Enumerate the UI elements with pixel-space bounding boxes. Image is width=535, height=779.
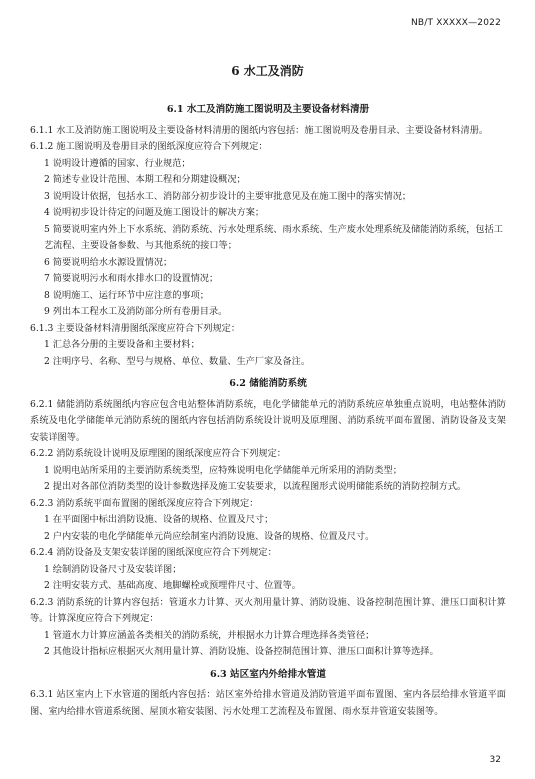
document-body: [30, 96, 506, 720]
list-item: 5 简要说明室内外上下水系统、消防系统、污水处理系统、雨水系统、生产废水处理系统及储能消防系统，包括工艺流程、主要设备参数、与其他系统的接口等；: [44, 223, 503, 251]
list-item: 7 简要说明污水和雨水排水口的设置情况；: [44, 273, 219, 284]
list-item: 1 绘制消防设备尺寸及安装详图；: [44, 563, 182, 575]
page-number: 32: [489, 755, 501, 765]
list-item: 2 户内安装的电化学储能单元尚应绘制室内消防设施、设备的规格、位置及尺寸。: [44, 530, 375, 542]
section-heading-6-3: 6.3 站区室内外给排水管道: [210, 668, 326, 680]
clause-6-1-3: 6.1.3 主要设备材料清册图纸深度应符合下列规定：: [30, 322, 241, 334]
clause-6-2-3-calc: 6.2.3 消防系统的计算内容包括：管道水力计算、灭火剂用量计算、消防设施、设备控制范围计算、泄压口面积计算等。计算深度应符合下列规定：: [30, 596, 506, 624]
clause-6-2-2: 6.2.2 消防系统设计说明及原理图的图纸深度应符合下列规定：: [30, 448, 286, 459]
clause-6-2-4: 6.2.4 消防设备及支架安装详图的图纸深度应符合下列规定：: [30, 547, 277, 558]
clause-6-2-1: 6.2.1 储能消防系统图纸内容应包含电站整体消防系统，电化学储能单元的消防系统应单独重点说明，电站整体消防系统及电化学储能单元消防系统的图纸内容包括消防系统设计说明及原理图、消防系统平面布置图、消防设备及支架安装详图等。: [30, 398, 506, 443]
list-item: 1 汇总各分册的主要设备和主要材料；: [44, 339, 200, 350]
standard-number: NB/T XXXXX—2022: [410, 18, 501, 28]
list-item: 2 提出对各部位消防类型的设计参数选择及施工安装要求，以流程图形式说明储能系统的消防控制方式。: [44, 481, 467, 492]
list-item: 2 简述专业设计范围、本期工程和分期建设概况；: [44, 174, 246, 185]
section-heading-6-2: 6.2 储能消防系统: [229, 378, 307, 389]
clause-6-1-2: 6.1.2 施工图说明及卷册目录的图纸深度应符合下列规定：: [30, 141, 268, 152]
list-item: 1 在平面图中标出消防设施、设备的规格、位置及尺寸；: [44, 514, 274, 525]
list-item: 6 简要说明给水水源设置情况；: [44, 256, 173, 268]
clause-6-2-3: 6.2.3 消防系统平面布置图的图纸深度应符合下列规定：: [30, 497, 259, 509]
list-item: 3 说明设计依据，包括水工、消防部分初步设计的主要审批意见及在施工图中的落实情况；: [44, 190, 412, 202]
section-heading-6-1: 6.1 水工及消防施工图说明及主要设备材料清册: [166, 104, 370, 115]
clause-6-1-1: 6.1.1 水工及消防施工图说明及主要设备材料清册的图纸内容包括：施工图说明及卷册目录、主要设备材料清册。: [30, 124, 489, 136]
list-item: 2 注明序号、名称、型号与规格、单位、数量、生产厂家及备注。: [44, 355, 311, 367]
list-item: 2 注明安装方式、基础高度、地脚螺栓或预埋件尺寸、位置等。: [44, 580, 301, 591]
list-item: 9 列出本工程水工及消防部分所有卷册目录。: [44, 306, 228, 317]
list-item: 1 说明电站所采用的主要消防系统类型，应特殊说明电化学储能单元所采用的消防类型；: [44, 464, 402, 476]
list-item: 1 管道水力计算应涵盖各类相关的消防系统，并根据水力计算合理选择各类管径；: [44, 629, 375, 641]
list-item: 8 说明施工、运行环节中应注意的事项；: [44, 289, 209, 301]
chapter-title: 6 水工及消防: [231, 64, 304, 78]
clause-6-3-1: 6.3.1 站区室内上下水管道的图纸内容包括：站区室外给排水管道及消防管道平面布置图、室内各层给排水管道平面图、室内给排水管道系统图、屋顶水箱安装图、污水处理工艺流程及布置图、雨水泵井管道安装图等。: [30, 689, 506, 717]
list-item: 2 其他设计指标应根据灭火剂用量计算、消防设施、设备控制范围计算、泄压口面积计算等选择。: [44, 646, 439, 657]
list-item: 1 说明设计遵循的国家、行业规范；: [44, 157, 191, 169]
list-item: 4 说明初步设计待定的问题及施工图设计的解决方案；: [44, 207, 265, 218]
